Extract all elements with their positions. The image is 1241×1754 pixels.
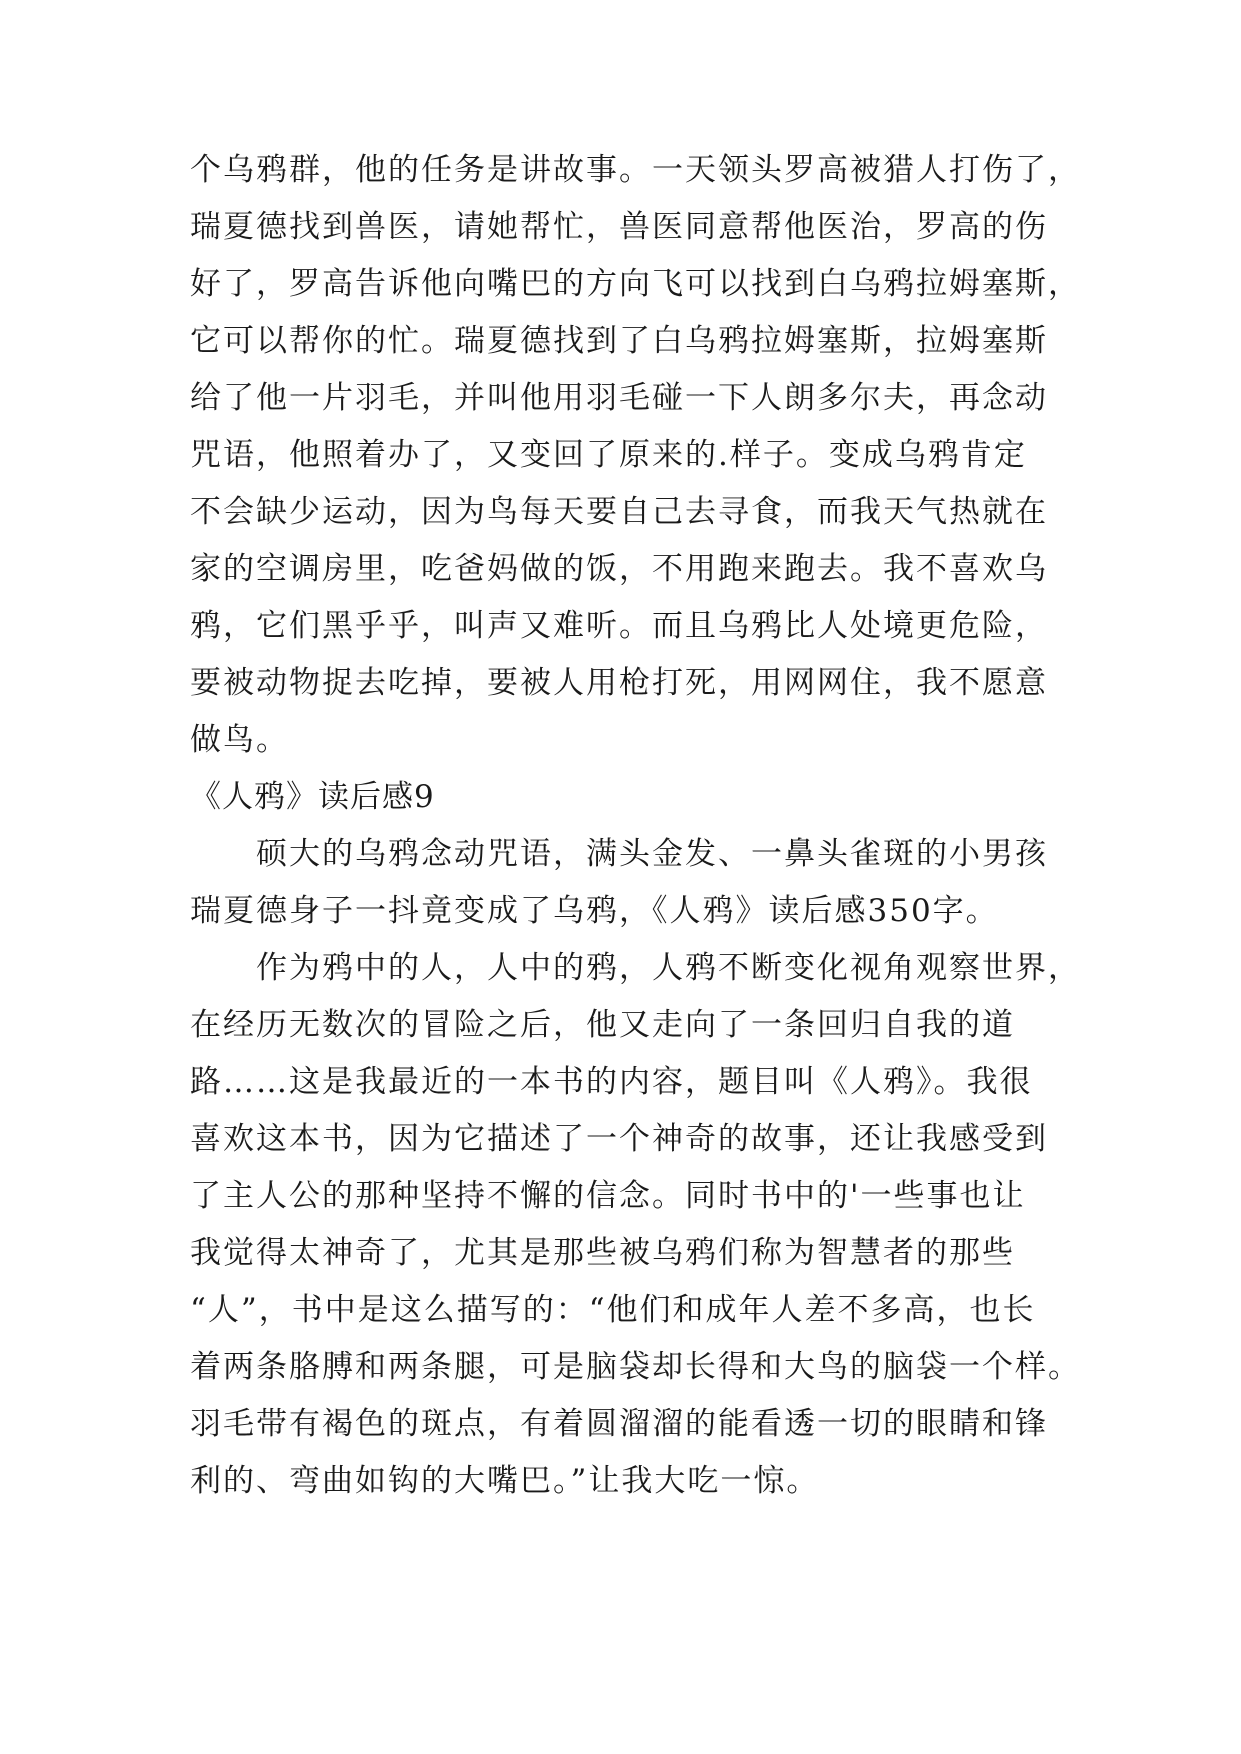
text-line: 利的、弯曲如钩的大嘴巴。”让我大吃一惊。 <box>190 1463 820 1499</box>
text-line: 要被动物捉去吃掉，要被人用枪打死，用网网住，我不愿意 <box>190 665 1048 701</box>
text-line: 瑞夏德身子一抖竟变成了乌鸦，《人鸦》读后感350字。 <box>190 893 999 929</box>
text-line: 路……这是我最近的一本书的内容，题目叫《人鸦》。我很 <box>190 1064 1033 1100</box>
text-line: 咒语，他照着办了，又变回了原来的.样子。变成乌鸦肯定 <box>190 437 1027 473</box>
text-line: 不会缺少运动，因为鸟每天要自己去寻食，而我天气热就在 <box>190 494 1048 530</box>
paragraph-first-line: 作为鸦中的人，人中的鸦，人鸦不断变化视角观察世界， <box>256 950 1081 986</box>
text-line: 羽毛带有褐色的斑点，有着圆溜溜的能看透一切的眼睛和锋 <box>190 1406 1048 1442</box>
text-line: 鸦，它们黑乎乎，叫声又难听。而且乌鸦比人处境更危险， <box>190 608 1048 644</box>
text-line: 家的空调房里，吃爸妈做的饭，不用跑来跑去。我不喜欢乌 <box>190 551 1048 587</box>
text-line: 我觉得太神奇了，尤其是那些被乌鸦们称为智慧者的那些 <box>190 1235 1015 1271</box>
text-line: “人”，书中是这么描写的：“他们和成年人差不多高，也长 <box>190 1292 1036 1328</box>
section-heading: 《人鸦》读后感9 <box>190 779 435 815</box>
text-line: 喜欢这本书，因为它描述了一个神奇的故事，还让我感受到 <box>190 1121 1048 1157</box>
text-line: 做鸟。 <box>190 722 289 758</box>
text-line: 个乌鸦群，他的任务是讲故事。一天领头罗高被猎人打伤了， <box>190 152 1081 188</box>
text-line: 了主人公的那种坚持不懈的信念。同时书中的'一些事也让 <box>190 1178 1026 1214</box>
text-line: 好了，罗高告诉他向嘴巴的方向飞可以找到白乌鸦拉姆塞斯， <box>190 266 1081 302</box>
text-line: 在经历无数次的冒险之后，他又走向了一条回归自我的道 <box>190 1007 1015 1043</box>
text-line: 它可以帮你的忙。瑞夏德找到了白乌鸦拉姆塞斯，拉姆塞斯 <box>190 323 1048 359</box>
paragraph-first-line: 硕大的乌鸦念动咒语，满头金发、一鼻头雀斑的小男孩 <box>256 836 1048 872</box>
text-line: 给了他一片羽毛，并叫他用羽毛碰一下人朗多尔夫，再念动 <box>190 380 1048 416</box>
text-line: 着两条胳膊和两条腿，可是脑袋却长得和大鸟的脑袋一个样。 <box>190 1349 1081 1385</box>
text-line: 瑞夏德找到兽医，请她帮忙，兽医同意帮他医治，罗高的伤 <box>190 209 1048 245</box>
